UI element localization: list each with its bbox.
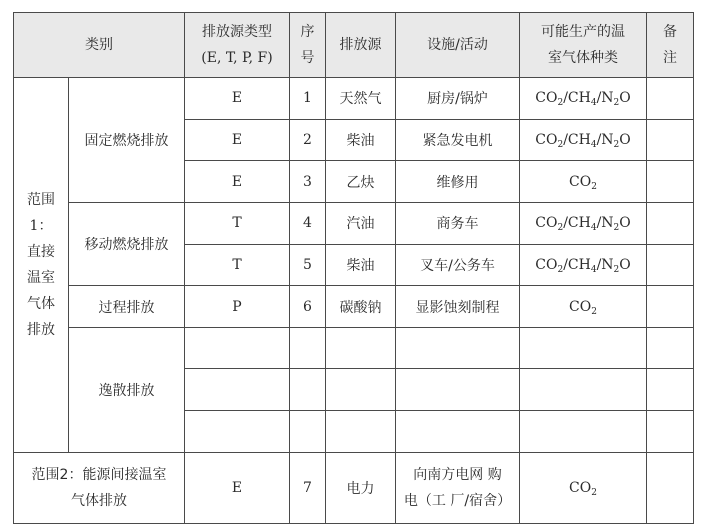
scope1-line: 范围 (27, 191, 55, 208)
cell-gas: $CO_2/CH_4/N_2O$ (520, 78, 647, 120)
table-row (14, 78, 694, 120)
ghg-emission-source-table (13, 12, 694, 524)
cell-type (185, 327, 290, 369)
subcategory-process (69, 286, 185, 328)
scope1-line: 1： (29, 217, 53, 234)
header-seq-line2: 号 (300, 50, 315, 66)
cell-type: E (185, 78, 290, 120)
scope1-line: 气体 (27, 295, 55, 312)
subcategory-mobile-combustion (69, 202, 185, 285)
header-source-type (185, 13, 290, 78)
header-category (14, 13, 185, 78)
cell-source (326, 327, 396, 369)
header-remark (647, 13, 694, 78)
header-ghg (520, 13, 647, 78)
cell-gas: $CO_2$ (520, 161, 647, 203)
cell-type: T (185, 244, 290, 286)
cell-facility: 叉车/公务车 (396, 244, 520, 286)
cell-facility: 厨房/锅炉 (396, 78, 520, 120)
facility-line1: 向南方电网 购 (413, 466, 502, 483)
cell-seq: 2 (290, 119, 326, 161)
header-seq-line1: 序 (300, 24, 315, 40)
cell-seq (290, 369, 326, 411)
header-seq (290, 13, 326, 78)
cell-gas: $CO_2$ (520, 452, 647, 523)
cell-facility: 显影蚀刻制程 (396, 286, 520, 328)
table-row (14, 202, 694, 244)
cell-seq: 7 (290, 452, 326, 523)
cell-type: P (185, 286, 290, 328)
subcategory-label: 固定燃烧排放 (84, 132, 169, 149)
subcategory-label: 移动燃烧排放 (84, 237, 169, 254)
cell-remark (647, 119, 694, 161)
cell-remark (647, 369, 694, 411)
header-ghg-line2: 室气体种类 (548, 50, 618, 66)
header-remark-line2: 注 (663, 50, 677, 66)
cell-seq: 1 (290, 78, 326, 120)
cell-seq: 6 (290, 286, 326, 328)
cell-gas: $CO_2/CH_4/N_2O$ (520, 244, 647, 286)
cell-type: E (185, 452, 290, 523)
scope1-line: 温室 (27, 269, 55, 286)
subcategory-label: 过程排放 (98, 299, 155, 316)
cell-type: T (185, 202, 290, 244)
scope1-line: 排放 (27, 321, 55, 338)
table-row (14, 327, 694, 369)
header-type-line1: 排放源类型 (202, 24, 272, 40)
cell-remark (647, 161, 694, 203)
cell-type (185, 369, 290, 411)
cell-facility (396, 327, 520, 369)
scope2-label (14, 452, 185, 523)
cell-facility (396, 452, 520, 523)
cell-facility: 紧急发电机 (396, 119, 520, 161)
cell-seq (290, 327, 326, 369)
cell-remark (647, 244, 694, 286)
cell-source: 柴油 (326, 119, 396, 161)
cell-remark (647, 78, 694, 120)
cell-gas: $CO_2/CH_4/N_2O$ (520, 119, 647, 161)
subcategory-fugitive (69, 327, 185, 452)
cell-remark (647, 202, 694, 244)
header-type-line2: (E, T, P, F) (201, 50, 273, 66)
cell-seq: 4 (290, 202, 326, 244)
cell-type: E (185, 161, 290, 203)
cell-source: 汽油 (326, 202, 396, 244)
table-row (14, 286, 694, 328)
cell-gas: $CO_2$ (520, 286, 647, 328)
header-category-label: 类别 (85, 37, 113, 53)
scope1-label (14, 78, 69, 453)
cell-facility: 维修用 (396, 161, 520, 203)
cell-source: 天然气 (326, 78, 396, 120)
cell-facility (396, 369, 520, 411)
cell-type (185, 411, 290, 453)
cell-gas (520, 411, 647, 453)
cell-remark (647, 327, 694, 369)
cell-seq: 5 (290, 244, 326, 286)
header-row (14, 13, 694, 78)
cell-gas: $CO_2/CH_4/N_2O$ (520, 202, 647, 244)
cell-source (326, 369, 396, 411)
scope2-line1: 范围2：能源间接温室 (31, 466, 167, 483)
cell-source: 电力 (326, 452, 396, 523)
facility-line2: 电（工 厂/宿舍） (403, 492, 512, 509)
cell-source: 乙炔 (326, 161, 396, 203)
scope2-line2: 气体排放 (71, 492, 127, 509)
table-row (14, 452, 694, 523)
scope1-line: 直接 (27, 243, 55, 260)
cell-type: E (185, 119, 290, 161)
cell-remark (647, 411, 694, 453)
cell-source: 柴油 (326, 244, 396, 286)
cell-source (326, 411, 396, 453)
cell-facility: 商务车 (396, 202, 520, 244)
cell-gas (520, 327, 647, 369)
header-source (326, 13, 396, 78)
cell-seq (290, 411, 326, 453)
cell-remark (647, 452, 694, 523)
cell-facility (396, 411, 520, 453)
cell-remark (647, 286, 694, 328)
header-remark-line1: 备 (663, 24, 677, 40)
header-source-label: 排放源 (339, 37, 382, 53)
subcategory-fixed-combustion (69, 78, 185, 203)
cell-seq: 3 (290, 161, 326, 203)
header-facility (396, 13, 520, 78)
subcategory-label: 逸散排放 (98, 382, 155, 399)
cell-source: 碳酸钠 (326, 286, 396, 328)
header-facility-label: 设施/活动 (427, 37, 488, 53)
cell-gas (520, 369, 647, 411)
header-ghg-line1: 可能生产的温 (541, 24, 625, 40)
